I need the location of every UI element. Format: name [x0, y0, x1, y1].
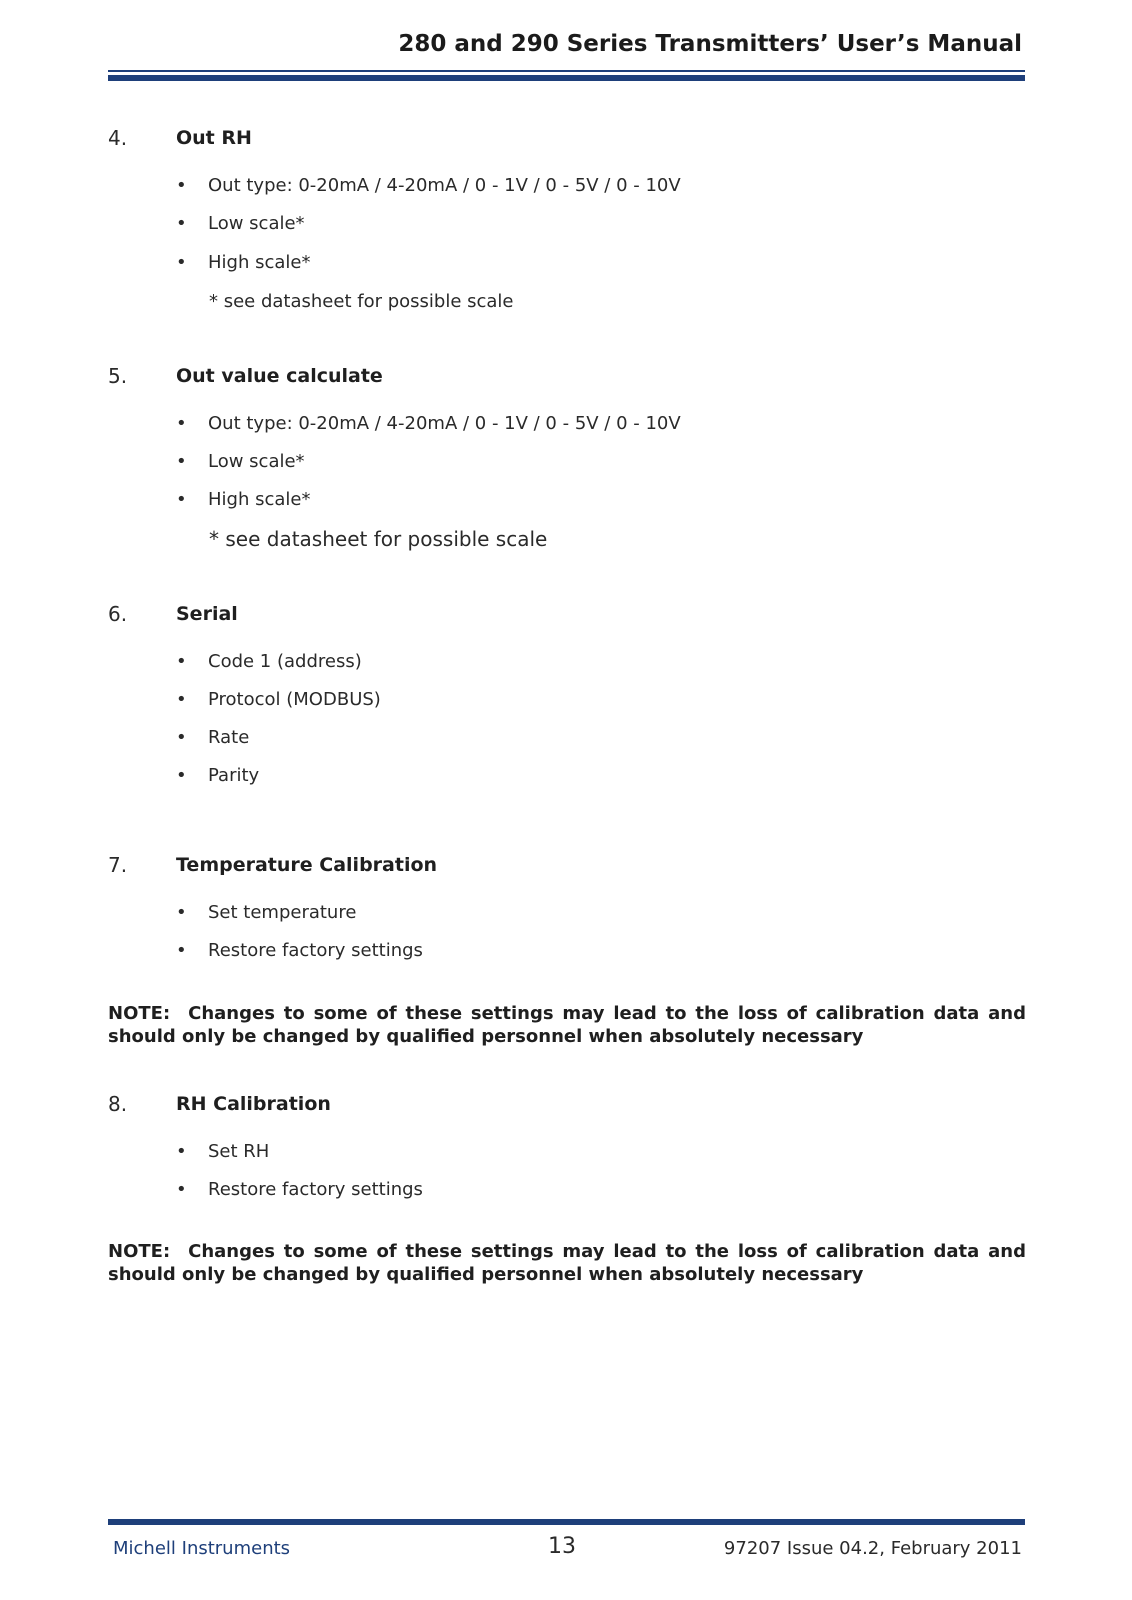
footer-company: Michell Instruments: [113, 1538, 291, 1559]
footnote: * see datasheet for possible scale: [209, 291, 514, 312]
bullet-icon: •: [176, 451, 187, 472]
section-title: RH Calibration: [176, 1093, 331, 1115]
section-title: Serial: [176, 603, 238, 625]
list-item-text: Protocol (MODBUS): [208, 689, 381, 710]
header-rule-thick: [108, 75, 1025, 81]
list-item-text: Code 1 (address): [208, 651, 362, 672]
bullet-icon: •: [176, 765, 187, 786]
section-number: 7.: [108, 853, 128, 877]
list-item-text: Restore factory settings: [208, 1179, 423, 1200]
list-item-text: Set RH: [208, 1141, 270, 1162]
note-label: NOTE:: [108, 1003, 171, 1024]
bullet-icon: •: [176, 1179, 187, 1200]
note-label: NOTE:: [108, 1241, 171, 1262]
list-item-text: Low scale*: [208, 213, 305, 234]
note-text: Changes to some of these settings may lead to the loss of calibration data and should only be changed by qualified personnel when absolutely necessary: [108, 1003, 1026, 1047]
list-item-text: Set temperature: [208, 902, 357, 923]
bullet-icon: •: [176, 413, 187, 434]
section-number: 5.: [108, 364, 128, 388]
bullet-icon: •: [176, 902, 187, 923]
list-item-text: High scale*: [208, 489, 311, 510]
section-number: 4.: [108, 126, 128, 150]
bullet-icon: •: [176, 940, 187, 961]
list-item-text: Low scale*: [208, 451, 305, 472]
bullet-icon: •: [176, 651, 187, 672]
page-number: 13: [548, 1534, 576, 1559]
bullet-icon: •: [176, 489, 187, 510]
note-text: Changes to some of these settings may lead to the loss of calibration data and should only be changed by qualified personnel when absolutely necessary: [108, 1241, 1026, 1285]
section-number: 8.: [108, 1092, 128, 1116]
bullet-icon: •: [176, 252, 187, 273]
footer-rule: [108, 1519, 1025, 1525]
list-item-text: Out type: 0-20mA / 4-20mA / 0 - 1V / 0 - 5V / 0 - 10V: [208, 175, 681, 196]
note-paragraph: [108, 1240, 1026, 1286]
section-title: Out value calculate: [176, 365, 383, 387]
list-item-text: Out type: 0-20mA / 4-20mA / 0 - 1V / 0 - 5V / 0 - 10V: [208, 413, 681, 434]
list-item-text: Rate: [208, 727, 250, 748]
list-item-text: Parity: [208, 765, 260, 786]
bullet-icon: •: [176, 727, 187, 748]
section-title: Out RH: [176, 127, 252, 149]
footer-issue: 97207 Issue 04.2, February 2011: [723, 1538, 1022, 1559]
list-item-text: Restore factory settings: [208, 940, 423, 961]
section-title: Temperature Calibration: [176, 854, 438, 876]
bullet-icon: •: [176, 689, 187, 710]
note-paragraph: [108, 1002, 1026, 1048]
bullet-icon: •: [176, 1141, 187, 1162]
footnote: * see datasheet for possible scale: [209, 527, 548, 551]
header-rule-thin: [108, 70, 1025, 72]
list-item-text: High scale*: [208, 252, 311, 273]
bullet-icon: •: [176, 213, 187, 234]
bullet-icon: •: [176, 175, 187, 196]
section-number: 6.: [108, 602, 128, 626]
page-header-title: 280 and 290 Series Transmitters’ User’s Manual: [398, 31, 1022, 57]
